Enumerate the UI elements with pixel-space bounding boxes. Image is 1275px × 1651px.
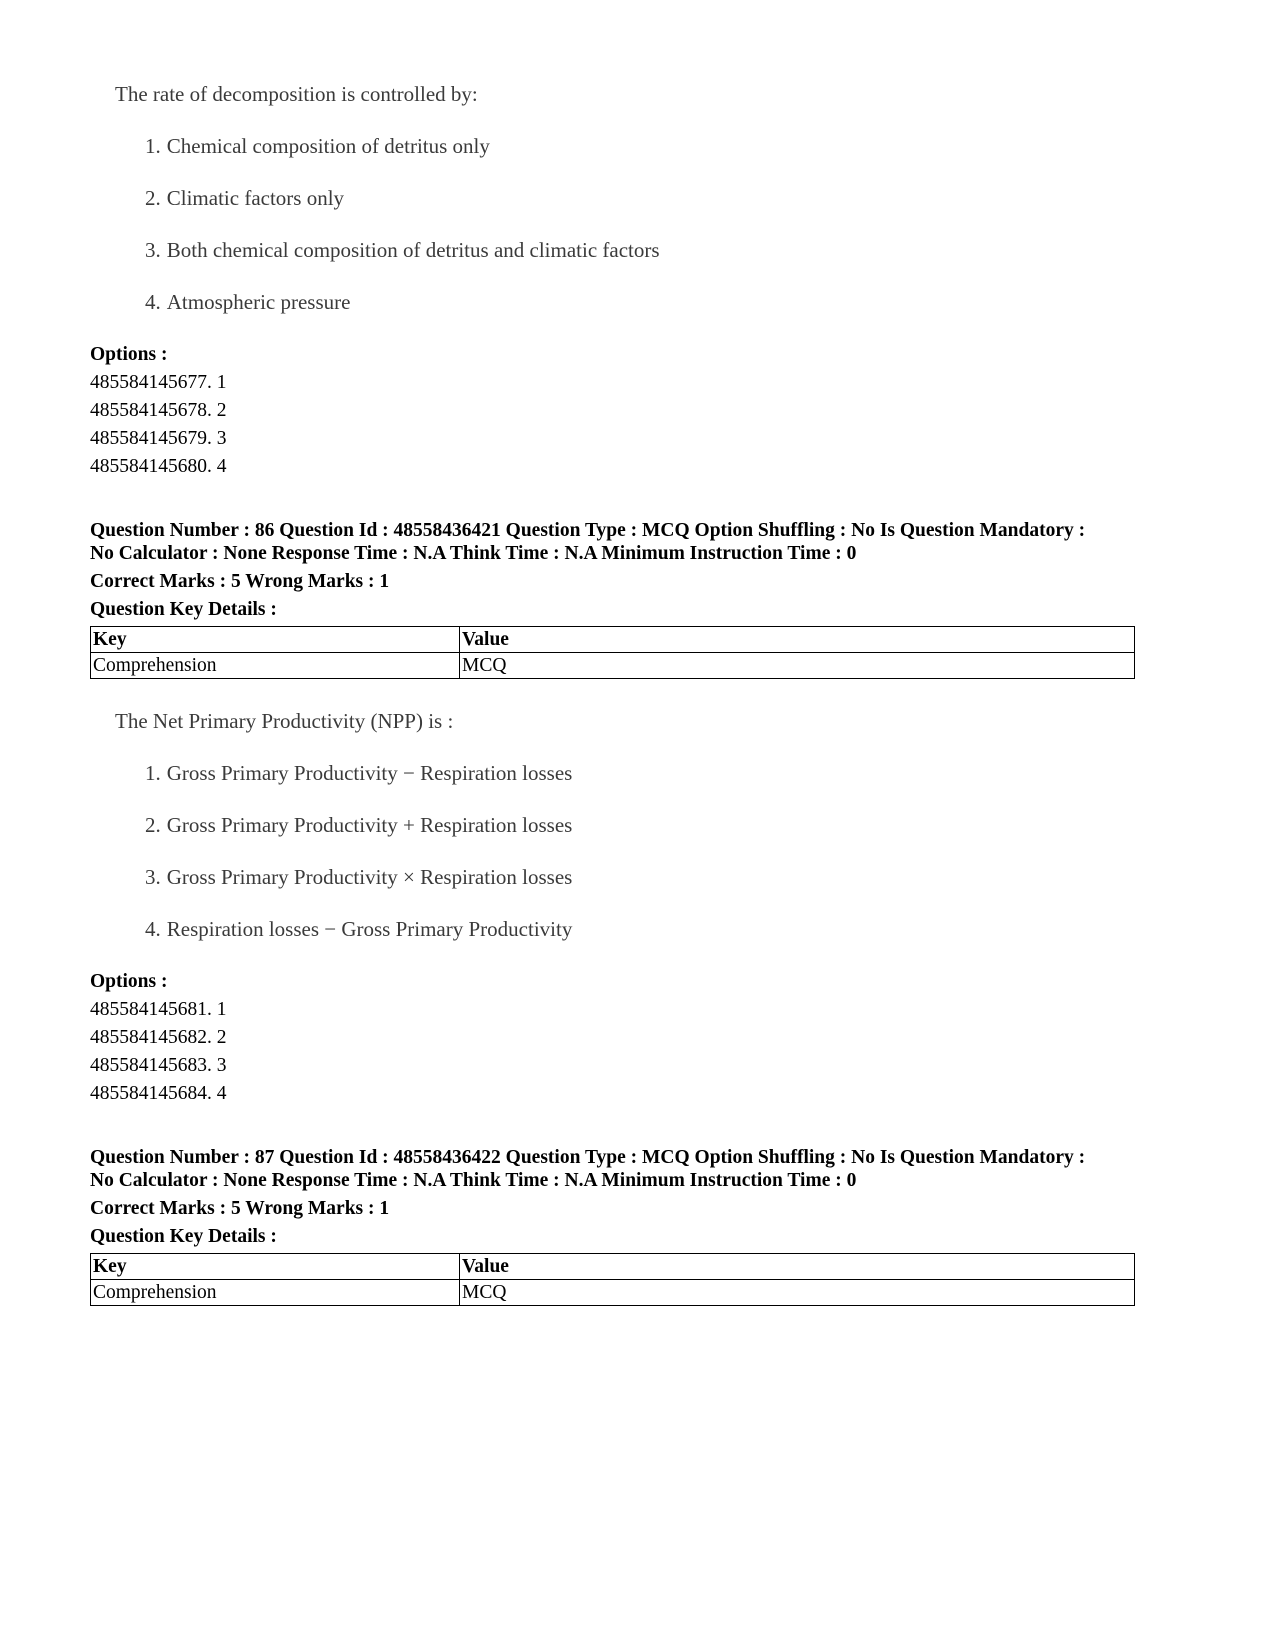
table-row [91, 653, 1135, 679]
question-meta-line: No Calculator : None Response Time : N.A Think Time : N.A Minimum Instruction Time : 0 [90, 543, 857, 564]
question-meta-line: Question Number : 87 Question Id : 48558436422 Question Type : MCQ Option Shuffling : No Is Question Mandatory : [90, 1147, 1086, 1168]
key-details-table [90, 1253, 1135, 1306]
question-meta-line: Question Number : 86 Question Id : 48558436421 Question Type : MCQ Option Shuffling : No Is Question Mandatory : [90, 520, 1086, 541]
question-choice-2: 2. Climatic factors only [145, 186, 345, 210]
question-meta-86 [90, 519, 1200, 621]
key-details-label: Question Key Details : [90, 1226, 277, 1247]
question-stem: The Net Primary Productivity (NPP) is : [115, 709, 454, 733]
question-choice-4: 4. Atmospheric pressure [145, 290, 351, 314]
question-choice-2: 2. Gross Primary Productivity + Respiration losses [145, 813, 573, 837]
question-choice-3: 3. Both chemical composition of detritus and climatic factors [145, 238, 660, 262]
table-header-row [91, 1254, 1135, 1280]
question-meta-line: No Calculator : None Response Time : N.A Think Time : N.A Minimum Instruction Time : 0 [90, 1170, 857, 1191]
table-cell-value: MCQ [460, 1280, 1135, 1306]
marks-line: Correct Marks : 5 Wrong Marks : 1 [90, 571, 390, 592]
question-choice-1: 1. Chemical composition of detritus only [145, 134, 490, 158]
key-details-table [90, 626, 1135, 679]
table-header-key: Key [91, 1254, 460, 1280]
option-item: 485584145681. 1 [90, 999, 227, 1020]
option-item: 485584145684. 4 [90, 1083, 227, 1104]
table-cell-key: Comprehension [91, 653, 460, 679]
question-stem: The rate of decomposition is controlled by: [115, 82, 478, 106]
option-item: 485584145680. 4 [90, 456, 227, 477]
question-meta-87 [90, 1146, 1200, 1248]
options-list [90, 968, 1190, 1108]
table-header-value: Value [460, 1254, 1135, 1280]
option-item: 485584145678. 2 [90, 400, 227, 421]
option-item: 485584145679. 3 [90, 428, 227, 449]
key-details-label: Question Key Details : [90, 599, 277, 620]
table-cell-key: Comprehension [91, 1280, 460, 1306]
table-header-key: Key [91, 627, 460, 653]
question-image-85 [115, 78, 815, 328]
marks-line: Correct Marks : 5 Wrong Marks : 1 [90, 1198, 390, 1219]
question-choice-4: 4. Respiration losses − Gross Primary Productivity [145, 917, 573, 941]
table-header-value: Value [460, 627, 1135, 653]
table-header-row [91, 627, 1135, 653]
question-choice-1: 1. Gross Primary Productivity − Respiration losses [145, 761, 573, 785]
table-row [91, 1280, 1135, 1306]
option-item: 485584145682. 2 [90, 1027, 227, 1048]
options-label: Options : [90, 971, 168, 992]
question-image-86 [115, 705, 815, 955]
options-label: Options : [90, 344, 168, 365]
table-cell-value: MCQ [460, 653, 1135, 679]
question-choice-3: 3. Gross Primary Productivity × Respiration losses [145, 865, 573, 889]
option-item: 485584145677. 1 [90, 372, 227, 393]
options-list [90, 341, 1190, 481]
option-item: 485584145683. 3 [90, 1055, 227, 1076]
